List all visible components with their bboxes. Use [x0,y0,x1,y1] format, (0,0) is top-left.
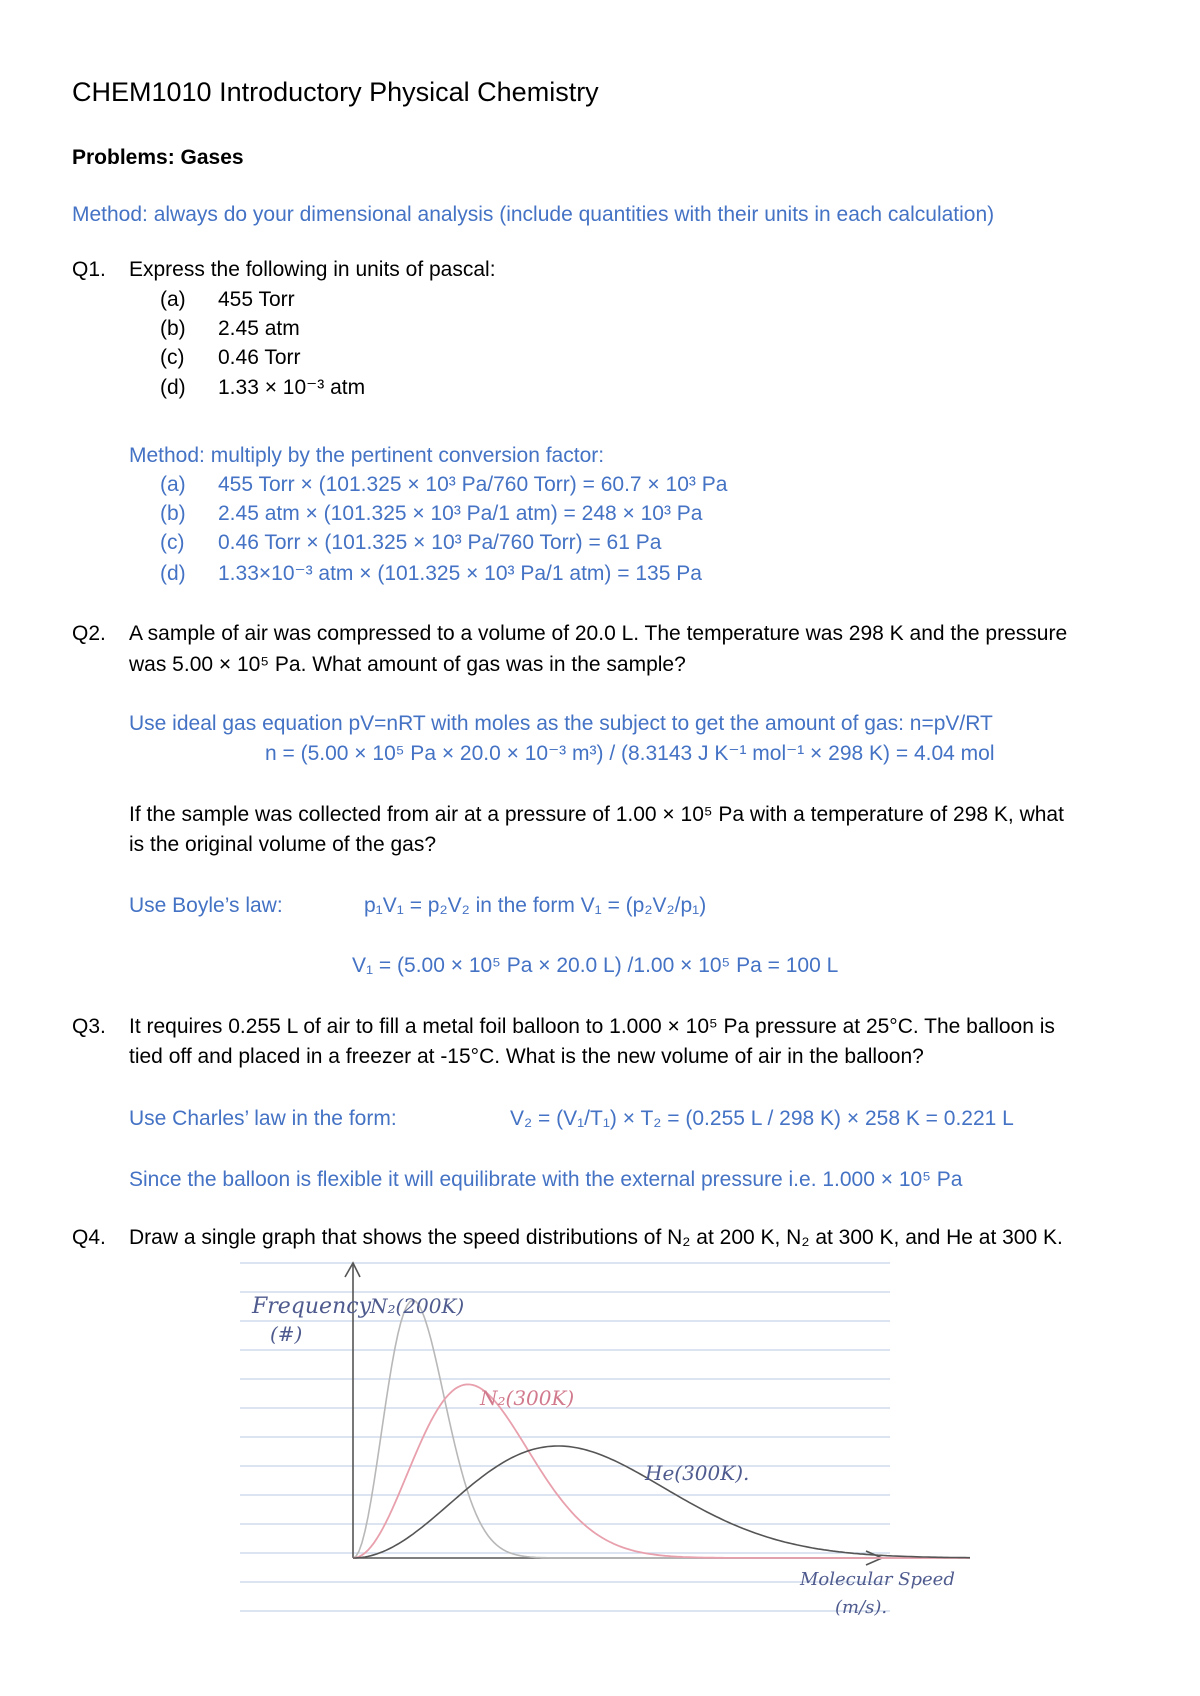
method-note: Method: always do your dimensional analysis (include quantities with their units in each calculation) [72,203,995,226]
q2-answer-line1: Use ideal gas equation pV=nRT with moles as the subject to get the amount of gas: n=pV/RT [129,712,993,735]
q3-note: Since the balloon is flexible it will equilibrate with the external pressure i.e. 1.000 × 10⁵ Pa [129,1168,963,1191]
q2-boyle-label: Use Boyle’s law: [129,894,283,917]
q4-number: Q4. [72,1226,106,1249]
q1-number: Q1. [72,258,106,281]
q2-boyle-form: p₁V₁ = p₂V₂ in the form V₁ = (p₂V₂/p₁) [364,894,707,917]
q3-prompt-line2: tied off and placed in a freezer at -15°C. What is the new volume of air in the balloon? [129,1045,924,1068]
q1-item-text: 0.46 Torr [218,346,301,369]
q1-prompt: Express the following in units of pascal: [129,258,496,281]
q3-charles-calc: V₂ = (V₁/T₁) × T₂ = (0.255 L / 298 K) × 258 K = 0.221 L [510,1107,1014,1130]
q4-prompt: Draw a single graph that shows the speed distributions of N₂ at 200 K, N₂ at 300 K, and He at 300 K. [129,1226,1063,1249]
q1-item-label: (b) [160,317,186,340]
q1-item-text: 455 Torr [218,288,295,311]
y-label-line1: Frequency [252,1294,371,1319]
x-label-line1: Molecular Speed [800,1569,955,1590]
q1-answer-text: 2.45 atm × (101.325 × 10³ Pa/1 atm) = 248 × 10³ Pa [218,502,703,525]
q1-item-text: 1.33 × 10⁻³ atm [218,376,366,399]
q3-prompt-line1: It requires 0.255 L of air to fill a metal foil balloon to 1.000 × 10⁵ Pa pressure at 25°C. The balloon is [129,1015,1055,1038]
x-label-line2: (m/s). [835,1597,888,1618]
label-n2-300k: N₂(300K) [480,1386,575,1410]
q1-answer-label: (a) [160,473,186,496]
q2-followup-line1: If the sample was collected from air at a pressure of 1.00 × 10⁵ Pa with a temperature of 298 K, what [129,803,1064,826]
q1-item-label: (d) [160,376,186,399]
q3-number: Q3. [72,1015,106,1038]
q2-prompt-line2: was 5.00 × 10⁵ Pa. What amount of gas was in the sample? [129,653,686,676]
q1-item-text: 2.45 atm [218,317,300,340]
curve-n2-200k [353,1300,970,1558]
label-he-300k: He(300K). [645,1461,750,1485]
q3-charles-label: Use Charles’ law in the form: [129,1107,397,1130]
q1-answer-label: (b) [160,502,186,525]
page-title: CHEM1010 Introductory Physical Chemistry [72,77,599,107]
q2-prompt-line1: A sample of air was compressed to a volume of 20.0 L. The temperature was 298 K and the pressure [129,622,1068,645]
y-label-line2: (#) [270,1322,303,1346]
q1-answer-text: 1.33×10⁻³ atm × (101.325 × 10³ Pa/1 atm) = 135 Pa [218,562,702,585]
q2-boyle-calc: V₁ = (5.00 × 10⁵ Pa × 20.0 L) /1.00 × 10⁵ Pa = 100 L [352,954,839,977]
q1-method: Method: multiply by the pertinent conversion factor: [129,444,605,467]
q1-answer-text: 0.46 Torr × (101.325 × 10³ Pa/760 Torr) = 61 Pa [218,531,662,554]
q1-answer-label: (c) [160,531,185,554]
page-subtitle: Problems: Gases [72,146,244,169]
speed-distribution-graph [240,1255,970,1625]
q2-answer-line2: n = (5.00 × 10⁵ Pa × 20.0 × 10⁻³ m³) / (8.3143 J K⁻¹ mol⁻¹ × 298 K) = 4.04 mol [265,742,995,765]
q2-number: Q2. [72,622,106,645]
q1-answer-label: (d) [160,562,186,585]
q2-followup-line2: is the original volume of the gas? [129,833,437,856]
label-n2-200k: N₂(200K) [370,1294,465,1318]
q1-item-label: (a) [160,288,186,311]
q1-item-label: (c) [160,346,185,369]
q1-answer-text: 455 Torr × (101.325 × 10³ Pa/760 Torr) = 60.7 × 10³ Pa [218,473,728,496]
